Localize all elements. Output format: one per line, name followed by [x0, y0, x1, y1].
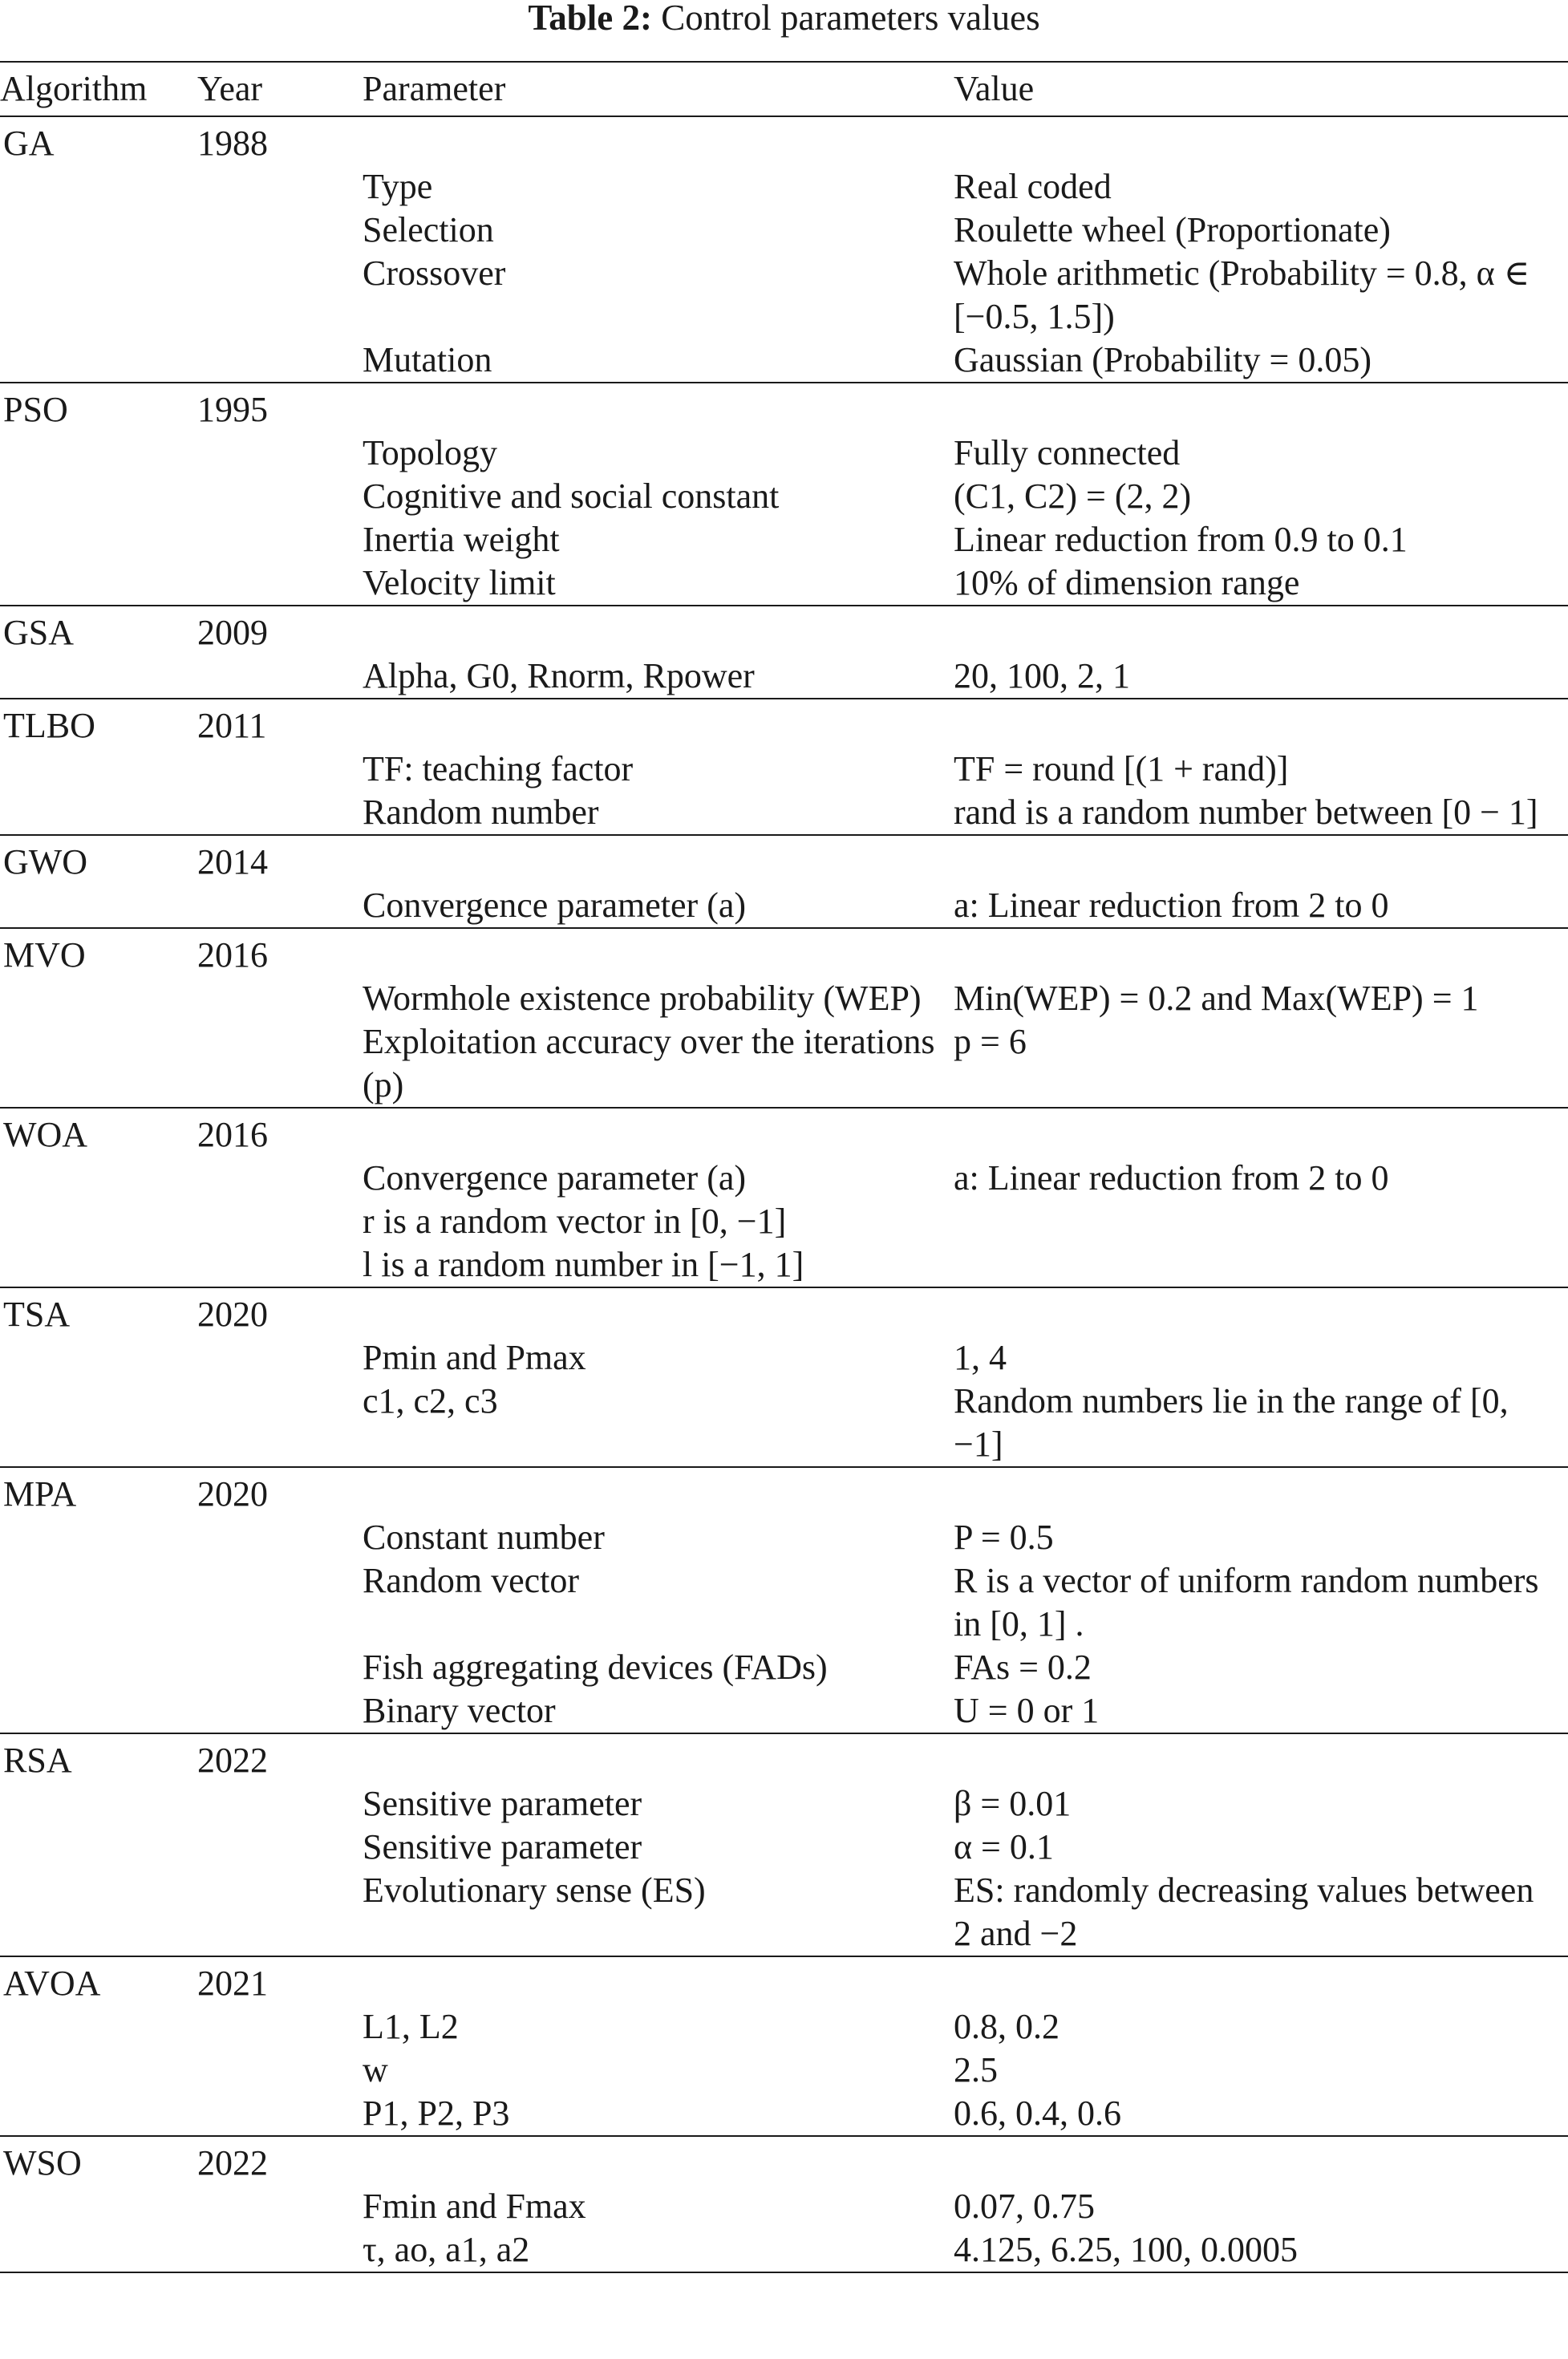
algorithm-group: [0, 606, 1568, 699]
table-row: [0, 1826, 1568, 1869]
parameter-cell: Evolutionary sense (ES): [363, 1871, 706, 1910]
value-cell: α = 0.1: [954, 1827, 1054, 1867]
value-cell: 4.125, 6.25, 100, 0.0005: [954, 2230, 1298, 2269]
table-row: [0, 791, 1568, 835]
algorithm-group: [0, 116, 1568, 383]
value-cell: Random numbers lie in the range of [0, −1]: [954, 1381, 1509, 1464]
value-cell: Gaussian (Probability = 0.05): [954, 340, 1371, 379]
parameter-cell: TF: teaching factor: [363, 749, 634, 788]
table-row: [0, 655, 1568, 699]
empty-cell: [363, 1733, 954, 1782]
algorithm-cell: PSO: [3, 390, 68, 429]
empty-cell: [954, 1956, 1568, 2005]
value-cell: TF = round [(1 + rand)]: [954, 749, 1289, 788]
table-row: [0, 518, 1568, 561]
empty-cell: [363, 1956, 954, 2005]
year-cell: 2022: [197, 2143, 268, 2183]
table-row: [0, 338, 1568, 383]
algorithm-group: [0, 699, 1568, 835]
empty-cell: [363, 116, 954, 165]
parameter-cell: Type: [363, 167, 433, 206]
empty-cell: [0, 748, 197, 791]
algorithm-group: [0, 1108, 1568, 1287]
empty-cell: [197, 2049, 363, 2092]
parameter-cell: Convergence parameter (a): [363, 1158, 747, 1198]
empty-cell: [0, 1782, 197, 1826]
empty-cell: [0, 338, 197, 383]
algorithm-group: [0, 1287, 1568, 1467]
caption-title: Control parameters values: [661, 0, 1040, 38]
empty-cell: [954, 116, 1568, 165]
table-row: [0, 1782, 1568, 1826]
empty-cell: [363, 835, 954, 884]
table-row: [0, 165, 1568, 209]
empty-cell: [197, 432, 363, 475]
parameter-cell: P1, P2, P3: [363, 2094, 510, 2133]
empty-cell: [954, 835, 1568, 884]
empty-cell: [954, 1467, 1568, 1516]
value-cell: Linear reduction from 0.9 to 0.1: [954, 520, 1408, 559]
year-cell: 2020: [197, 1474, 268, 1514]
empty-cell: [197, 475, 363, 518]
empty-cell: [0, 1516, 197, 1559]
table-row: [0, 1956, 1568, 2005]
value-cell: 1, 4: [954, 1338, 1007, 1377]
empty-cell: [197, 884, 363, 928]
parameter-cell: Cognitive and social constant: [363, 476, 780, 516]
empty-cell: [197, 1689, 363, 1733]
parameter-cell: Inertia weight: [363, 520, 560, 559]
table-row: [0, 699, 1568, 748]
empty-cell: [954, 928, 1568, 977]
empty-cell: [197, 655, 363, 699]
value-cell: Roulette wheel (Proportionate): [954, 210, 1391, 249]
header-value: Value: [954, 62, 1568, 116]
table-row: [0, 1733, 1568, 1782]
algorithm-group: [0, 383, 1568, 606]
parameters-table: [0, 61, 1568, 2273]
parameter-cell: Mutation: [363, 340, 492, 379]
empty-cell: [954, 606, 1568, 655]
table-row: [0, 2049, 1568, 2092]
value-cell: 20, 100, 2, 1: [954, 656, 1130, 695]
empty-cell: [0, 791, 197, 835]
table-row: [0, 1869, 1568, 1956]
parameter-cell: r is a random vector in [0, −1]: [363, 1202, 787, 1241]
empty-cell: [954, 1108, 1568, 1157]
value-cell: P = 0.5: [954, 1518, 1054, 1557]
table-row: [0, 1157, 1568, 1200]
empty-cell: [0, 561, 197, 606]
empty-cell: [0, 252, 197, 338]
empty-cell: [197, 1380, 363, 1467]
empty-cell: [197, 1782, 363, 1826]
empty-cell: [197, 561, 363, 606]
value-cell: R is a vector of uniform random numbers in [0, 1] .: [954, 1561, 1539, 1644]
empty-cell: [363, 2136, 954, 2185]
empty-cell: [0, 1243, 197, 1287]
empty-cell: [0, 518, 197, 561]
table-row: [0, 561, 1568, 606]
empty-cell: [0, 1020, 197, 1108]
value-cell: a: Linear reduction from 2 to 0: [954, 886, 1389, 925]
empty-cell: [954, 1733, 1568, 1782]
empty-cell: [197, 2185, 363, 2228]
empty-cell: [197, 1826, 363, 1869]
empty-cell: [363, 1287, 954, 1336]
empty-cell: [197, 2005, 363, 2049]
empty-cell: [0, 165, 197, 209]
year-cell: 2022: [197, 1741, 268, 1780]
parameter-cell: Exploitation accuracy over the iterations (p): [363, 1022, 935, 1105]
year-cell: 2016: [197, 1115, 268, 1154]
table-row: [0, 928, 1568, 977]
table-row: [0, 884, 1568, 928]
year-cell: 1995: [197, 390, 268, 429]
parameter-cell: Crossover: [363, 253, 506, 293]
table-row: [0, 835, 1568, 884]
empty-cell: [197, 1020, 363, 1108]
value-cell: [954, 1243, 1568, 1287]
empty-cell: [0, 2005, 197, 2049]
algorithm-group: [0, 2136, 1568, 2272]
empty-cell: [197, 252, 363, 338]
empty-cell: [197, 2092, 363, 2136]
parameter-cell: Random number: [363, 792, 599, 832]
value-cell: 0.6, 0.4, 0.6: [954, 2094, 1121, 2133]
table-row: [0, 2228, 1568, 2272]
parameter-cell: l is a random number in [−1, 1]: [363, 1245, 804, 1284]
algorithm-cell: WSO: [3, 2143, 82, 2183]
empty-cell: [0, 432, 197, 475]
table-row: [0, 252, 1568, 338]
parameter-cell: Sensitive parameter: [363, 1784, 642, 1823]
parameter-cell: Topology: [363, 433, 498, 472]
empty-cell: [363, 383, 954, 432]
value-cell: Whole arithmetic (Probability = 0.8, α ∈ [−0.5, 1.5]): [954, 253, 1530, 336]
empty-cell: [0, 1559, 197, 1646]
value-cell: (C1, C2) = (2, 2): [954, 476, 1192, 516]
algorithm-cell: MVO: [3, 935, 86, 975]
table-row: [0, 1646, 1568, 1689]
parameter-cell: Alpha, G0, Rnorm, Rpower: [363, 656, 755, 695]
table-row: [0, 1200, 1568, 1243]
year-cell: 1988: [197, 124, 268, 163]
table-row: [0, 2185, 1568, 2228]
empty-cell: [0, 1689, 197, 1733]
value-cell: Real coded: [954, 167, 1112, 206]
table-row: [0, 383, 1568, 432]
value-cell: p = 6: [954, 1022, 1027, 1061]
value-cell: Min(WEP) = 0.2 and Max(WEP) = 1: [954, 979, 1479, 1018]
empty-cell: [0, 475, 197, 518]
empty-cell: [0, 2049, 197, 2092]
algorithm-group: [0, 835, 1568, 928]
empty-cell: [197, 1516, 363, 1559]
parameter-cell: Pmin and Pmax: [363, 1338, 586, 1377]
value-cell: β = 0.01: [954, 1784, 1072, 1823]
empty-cell: [197, 791, 363, 835]
year-cell: 2009: [197, 613, 268, 652]
table-row: [0, 475, 1568, 518]
empty-cell: [954, 2136, 1568, 2185]
empty-cell: [954, 699, 1568, 748]
table-row: [0, 209, 1568, 252]
table-row: [0, 1380, 1568, 1467]
value-cell: 0.07, 0.75: [954, 2187, 1095, 2226]
parameter-cell: w: [363, 2050, 388, 2089]
value-cell: a: Linear reduction from 2 to 0: [954, 1158, 1389, 1198]
value-cell: Fully connected: [954, 433, 1181, 472]
empty-cell: [0, 2228, 197, 2272]
year-cell: 2021: [197, 1964, 268, 2003]
empty-cell: [0, 1646, 197, 1689]
year-cell: 2020: [197, 1295, 268, 1334]
year-cell: 2016: [197, 935, 268, 975]
empty-cell: [0, 1336, 197, 1380]
empty-cell: [954, 383, 1568, 432]
table-row: [0, 116, 1568, 165]
algorithm-cell: GSA: [3, 613, 75, 652]
empty-cell: [0, 1826, 197, 1869]
parameter-cell: Velocity limit: [363, 563, 556, 602]
table-row: [0, 977, 1568, 1020]
value-cell: 10% of dimension range: [954, 563, 1300, 602]
table-row: [0, 606, 1568, 655]
empty-cell: [197, 1200, 363, 1243]
empty-cell: [363, 606, 954, 655]
empty-cell: [0, 655, 197, 699]
empty-cell: [363, 1108, 954, 1157]
algorithm-cell: TSA: [3, 1295, 71, 1334]
empty-cell: [363, 928, 954, 977]
algorithm-cell: MPA: [3, 1474, 77, 1514]
empty-cell: [197, 338, 363, 383]
table-row: [0, 432, 1568, 475]
parameter-cell: Sensitive parameter: [363, 1827, 642, 1867]
year-cell: 2011: [197, 706, 267, 745]
parameter-cell: L1, L2: [363, 2007, 459, 2046]
empty-cell: [197, 1869, 363, 1956]
table-row: [0, 2136, 1568, 2185]
value-cell: FAs = 0.2: [954, 1648, 1092, 1687]
table-row: [0, 1467, 1568, 1516]
year-cell: 2014: [197, 842, 268, 882]
table-row: [0, 748, 1568, 791]
empty-cell: [0, 2092, 197, 2136]
value-cell: [954, 1200, 1568, 1243]
empty-cell: [197, 1243, 363, 1287]
empty-cell: [197, 1336, 363, 1380]
parameter-cell: Fish aggregating devices (FADs): [363, 1648, 828, 1687]
algorithm-group: [0, 928, 1568, 1108]
algorithm-cell: WOA: [3, 1115, 88, 1154]
table-row: [0, 2092, 1568, 2136]
table-row: [0, 1287, 1568, 1336]
empty-cell: [197, 748, 363, 791]
empty-cell: [0, 884, 197, 928]
table-row: [0, 1336, 1568, 1380]
empty-cell: [0, 1380, 197, 1467]
parameter-cell: c1, c2, c3: [363, 1381, 498, 1421]
parameter-cell: Random vector: [363, 1561, 580, 1600]
table-row: [0, 1108, 1568, 1157]
empty-cell: [197, 518, 363, 561]
algorithm-group: [0, 1956, 1568, 2136]
value-cell: rand is a random number between [0 − 1]: [954, 792, 1538, 832]
parameter-cell: Wormhole existence probability (WEP): [363, 979, 922, 1018]
value-cell: ES: randomly decreasing values between 2 and −2: [954, 1871, 1534, 1953]
table-row: [0, 1020, 1568, 1108]
header-year: Year: [197, 62, 363, 116]
empty-cell: [197, 977, 363, 1020]
empty-cell: [197, 2228, 363, 2272]
empty-cell: [197, 1157, 363, 1200]
value-cell: 2.5: [954, 2050, 998, 2089]
value-cell: 0.8, 0.2: [954, 2007, 1060, 2046]
algorithm-cell: TLBO: [3, 706, 95, 745]
algorithm-group: [0, 1733, 1568, 1956]
header-algorithm: Algorithm: [0, 62, 197, 116]
header-row: [0, 62, 1568, 116]
algorithm-cell: AVOA: [3, 1964, 101, 2003]
table-row: [0, 2005, 1568, 2049]
empty-cell: [0, 209, 197, 252]
empty-cell: [0, 2185, 197, 2228]
empty-cell: [197, 1559, 363, 1646]
parameter-cell: Binary vector: [363, 1691, 556, 1730]
empty-cell: [0, 1200, 197, 1243]
empty-cell: [0, 1869, 197, 1956]
table-caption: [0, 0, 1568, 38]
algorithm-group: [0, 1467, 1568, 1733]
empty-cell: [0, 977, 197, 1020]
value-cell: U = 0 or 1: [954, 1691, 1100, 1730]
empty-cell: [197, 1646, 363, 1689]
empty-cell: [363, 1467, 954, 1516]
table-row: [0, 1243, 1568, 1287]
empty-cell: [197, 165, 363, 209]
table-row: [0, 1559, 1568, 1646]
header-parameter: Parameter: [363, 62, 954, 116]
table-row: [0, 1516, 1568, 1559]
empty-cell: [954, 1287, 1568, 1336]
parameter-cell: Selection: [363, 210, 494, 249]
table-row: [0, 1689, 1568, 1733]
empty-cell: [0, 1157, 197, 1200]
parameter-cell: Fmin and Fmax: [363, 2187, 586, 2226]
parameter-cell: τ, ao, a1, a2: [363, 2230, 530, 2269]
parameter-cell: Constant number: [363, 1518, 605, 1557]
empty-cell: [197, 209, 363, 252]
parameter-cell: Convergence parameter (a): [363, 886, 747, 925]
caption-label: Table 2:: [528, 0, 652, 38]
algorithm-cell: RSA: [3, 1741, 72, 1780]
empty-cell: [363, 699, 954, 748]
algorithm-cell: GWO: [3, 842, 88, 882]
algorithm-cell: GA: [3, 124, 55, 163]
